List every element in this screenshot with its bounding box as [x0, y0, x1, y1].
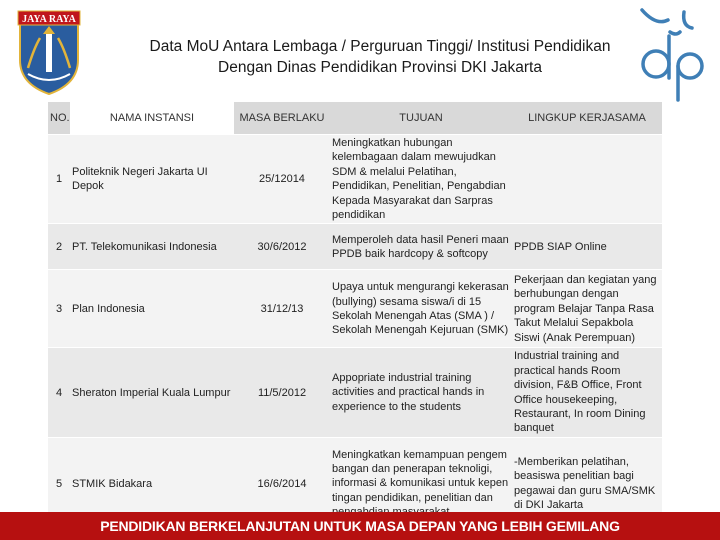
row-goal: Meningkatkan hubungan kelembagaan dalam mewujudkan SDM & melalui Pelatihan, Pendidikan, Penelitian, Pengabdian Kepada Masyarakat dan Sarpras pendidikan: [330, 135, 512, 224]
row-scope: Pekerjaan dan kegiatan yang berhubungan dengan program Belajar Tanpa Rasa Takut Melalui Sepakbola Siswi (Anak Perempuan): [512, 270, 662, 348]
row-period: 11/5/2012: [234, 348, 330, 437]
header-no: NO.: [48, 102, 70, 135]
row-name: Plan Indonesia: [70, 270, 234, 348]
row-goal: Meningkatkan kemampuan pengem bangan dan penerapan teknoligi, informasi & komunikasi untuk kepen tingan pendidikan, penelitian dan: [330, 437, 512, 529]
jaya-raya-emblem: [16, 8, 82, 96]
table-header-row: [48, 102, 662, 135]
row-scope: PPDB SIAP Online: [512, 224, 662, 270]
row-no: 4: [48, 348, 70, 437]
row-goal: Memperoleh data hasil Peneri maan PPDB baik hardcopy & softcopy: [330, 224, 512, 270]
row-name: STMIK Bidakara: [70, 437, 234, 529]
row-period: 30/6/2012: [234, 224, 330, 270]
header-goal: TUJUAN: [330, 102, 512, 135]
row-no: 1: [48, 135, 70, 224]
mou-table: [48, 102, 662, 529]
title-line-2: Dengan Dinas Pendidikan Provinsi DKI Jakarta: [218, 59, 542, 76]
footer-slogan: PENDIDIKAN BERKELANJUTAN UNTUK MASA DEPAN YANG LEBIH GEMILANG: [100, 518, 620, 534]
header-period: MASA BERLAKU: [234, 102, 330, 135]
row-no: 5: [48, 437, 70, 529]
row-period: 31/12/13: [234, 270, 330, 348]
row-scope: [512, 135, 662, 224]
row-no: 3: [48, 270, 70, 348]
table-row: [48, 348, 662, 437]
row-period: 25/12014: [234, 135, 330, 224]
row-name: Sheraton Imperial Kuala Lumpur: [70, 348, 234, 437]
row-no: 2: [48, 224, 70, 270]
page-title: [110, 36, 650, 78]
table-row: [48, 224, 662, 270]
row-scope: Industrial training and practical hands Room division, F&B Office, Front Office housekeeping, Restaurant, In room Dining banquet: [512, 348, 662, 437]
header-scope: LINGKUP KERJASAMA: [512, 102, 662, 135]
header-name: NAMA INSTANSI: [70, 102, 234, 135]
emblem-text: JAYA RAYA: [22, 14, 76, 25]
row-name: PT. Telekomunikasi Indonesia: [70, 224, 234, 270]
row-goal: Upaya untuk mengurangi kekerasan (bullying) sesama siswa/i di 15 Sekolah Menengah Atas (SMA ) / Sekolah Menengah Kejuruan (SMK): [330, 270, 512, 348]
row-name: Politeknik Negeri Jakarta UI Depok: [70, 135, 234, 224]
row-scope: -Memberikan pelatihan, beasiswa penelitian bagi pegawai dan guru SMA/SMK di DKI Jakarta: [512, 437, 662, 529]
table-row: [48, 135, 662, 224]
footer-banner: [0, 512, 720, 540]
table-row: [48, 270, 662, 348]
row-goal: Appopriate industrial training activities and practical hands in experience to the students: [330, 348, 512, 437]
title-line-1: Data MoU Antara Lembaga / Perguruan Tinggi/ Institusi Pendidikan: [149, 38, 611, 55]
institution-monogram-logo: [634, 6, 712, 102]
row-period: 16/6/2014: [234, 437, 330, 529]
